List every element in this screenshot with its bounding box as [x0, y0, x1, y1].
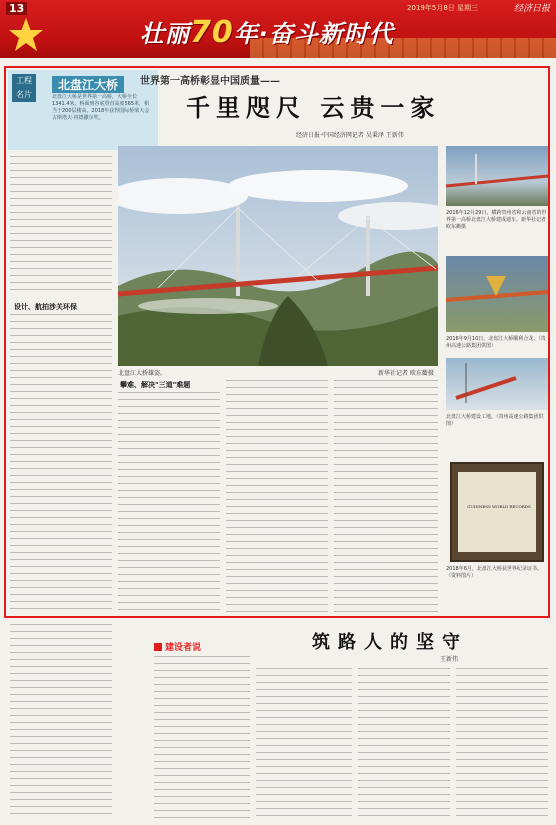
body-text-column: [118, 392, 220, 614]
photo-credit: 新华社记者 欧东衢摄: [378, 370, 434, 377]
banner-title: 壮丽70年·奋斗新时代: [140, 15, 394, 50]
photo-caption: 北盘江大桥雄姿。: [118, 370, 167, 377]
body-text-column: [10, 156, 112, 296]
issue-date: 2019年5月8日 星期三: [407, 4, 478, 12]
tag-square-icon: [154, 643, 162, 651]
section-subhead: 攀难、解决"三道"难题: [120, 381, 191, 389]
sidebar-body: 北盘江大桥是世界第一高桥，大桥全长1341.4米，桥面到谷底垂直高度565米，相当于200层楼高。2018年获得国际桥梁大会古斯塔夫·林德撒尔奖。: [52, 94, 150, 121]
newspaper-logo: 经济日报: [513, 4, 550, 14]
side-photo-bridge-opening: [446, 146, 548, 206]
side-photo-closure: [446, 256, 548, 332]
body-text-column: [358, 668, 450, 820]
bottom-story-byline: 王新伟: [440, 656, 459, 663]
sidebar-title: 北盘江大桥: [52, 76, 124, 93]
project-sidebar: [8, 70, 158, 150]
bridge-photo: [118, 146, 438, 366]
article-kicker: 世界第一高桥彰显中国质量——: [140, 76, 280, 87]
body-text-column: [10, 624, 112, 820]
side-photo-caption-3: 北盘江大桥建设工地。（贵州高速公路集团供图）: [446, 414, 544, 427]
certificate-paper: [458, 472, 536, 552]
side-photo-caption-1: 2016年12月29日，横跨贵州省和云南省的世界第一高桥北盘江大桥建成通车。新华社记者 欧东衢摄: [446, 210, 547, 230]
body-text-column: [334, 380, 438, 614]
article-headline: 千里咫尺 云贵一家: [186, 93, 441, 122]
body-text-column: [154, 656, 250, 820]
side-photo-caption-4: 2018年6月，北盘江大桥获世界纪录证书。（资料图片）: [446, 566, 542, 579]
body-text-column: [226, 380, 328, 614]
certificate-text: GUINNESS WORLD RECORDS: [467, 504, 531, 509]
page-number: 13: [6, 2, 27, 15]
body-text-column: [456, 668, 548, 820]
section-subhead: 设计、航拍涉关环保: [14, 303, 77, 311]
bottom-story-title: 筑路人的坚守: [312, 632, 468, 653]
body-text-column: [256, 668, 352, 820]
star-icon: [6, 16, 46, 54]
bridge-illustration: [118, 146, 438, 366]
body-text-column: [10, 314, 112, 614]
side-photo-construction: [446, 358, 548, 410]
masthead: [0, 0, 556, 58]
side-photo-caption-2: 2016年9月10日，北盘江大桥顺利合龙。（贵州高速公路集团供图）: [446, 336, 546, 349]
world-record-certificate: [450, 462, 544, 562]
section-tag: 建设者说: [154, 640, 201, 653]
article-byline: 经济日报·中国经济网记者 吴秉泽 王新伟: [296, 132, 404, 139]
project-badge: 工程 名片: [12, 74, 36, 102]
